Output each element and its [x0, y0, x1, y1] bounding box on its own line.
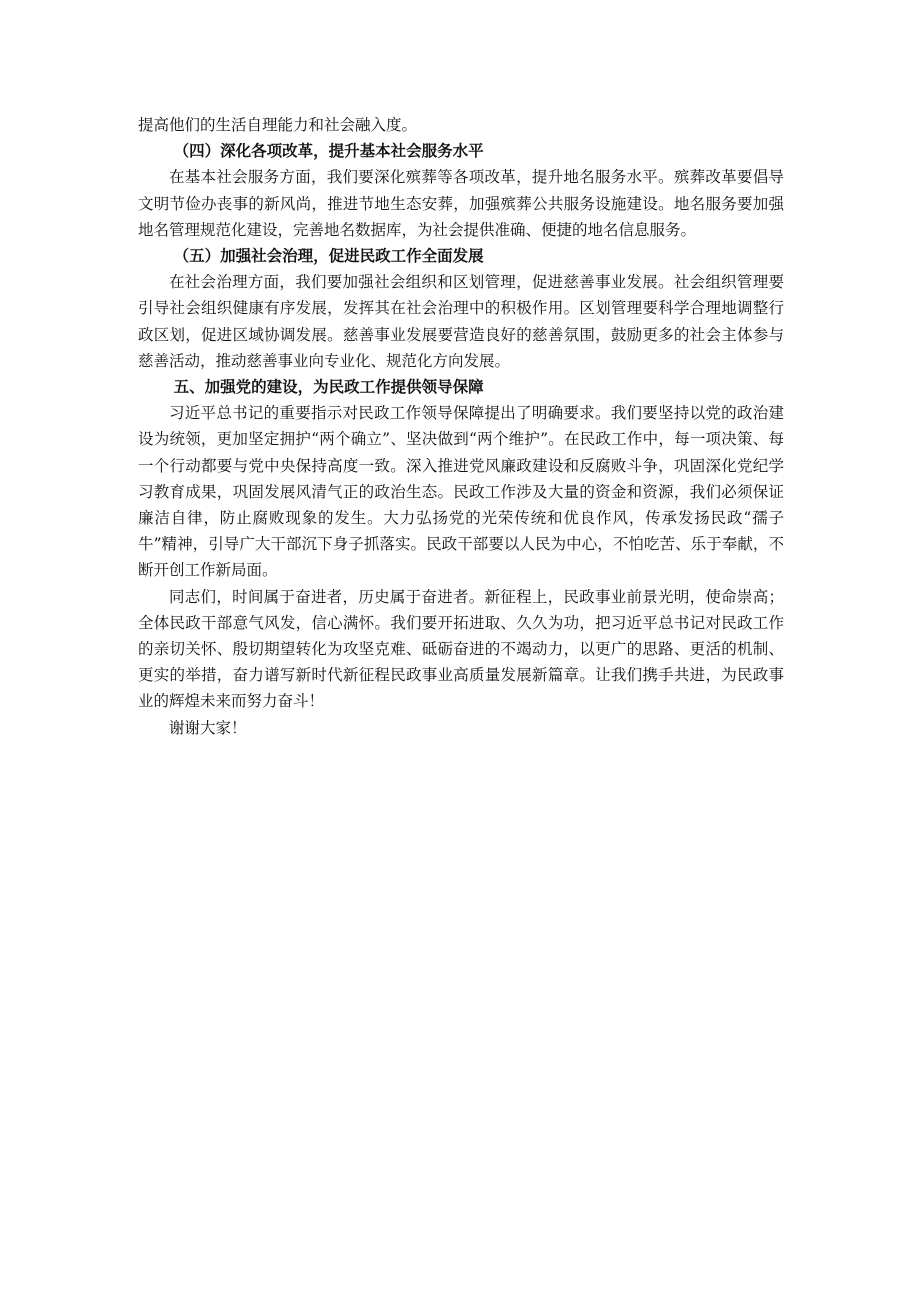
paragraph-basic-social-services: 在基本社会服务方面，我们要深化殡葬等各项改革，提升地名服务水平。殡葬改革要倡导文明节俭办丧事的新风尚，推进节地生态安葬，加强殡葬公共服务设施建设。地名服务要加强地名管理规范化建设，完善地名数据库，为社会提供准确、便捷的地名信息服务。 — [138, 168, 784, 239]
paragraph-thanks: 谢谢大家！ — [169, 718, 247, 737]
section-subheading-4: （四）深化各项改革，提升基本社会服务水平 — [173, 141, 484, 161]
continuation-text: 提高他们的生活自理能力和社会融入度。 — [138, 116, 418, 134]
paragraph-closing-remarks: 同志们，时间属于奋进者，历史属于奋进者。新征程上，民政事业前景光明，使命崇高；全体民政干部意气风发，信心满怀。我们要开拓进取、久久为功，把习近平总书记对民政工作的亲切关怀、殷切期望转化为攻坚克难、砥砺奋进的不竭动力，以更广的思路、更活的机制、更实的举措，奋力谱写新时代新征程民政事业高质量发展新篇章。让我们携手共进，为民政事业的辉煌未来而努力奋斗！ — [138, 587, 784, 711]
section-subheading-5: （五）加强社会治理，促进民政工作全面发展 — [173, 246, 484, 266]
document-body — [138, 112, 784, 741]
paragraph-party-building: 习近平总书记的重要指示对民政工作领导保障提出了明确要求。我们要坚持以党的政治建设为统领，更加坚定拥护“两个确立”、坚决做到“两个维护”。在民政工作中，每一项决策、每一个行动都要与党中央保持高度一致。深入推进党风廉政建设和反腐败斗争，巩固深化党纪学习教育成果，巩固发展风清气正的政治生态。民政工作涉及大量的资金和资源，我们必须保证廉洁自律，防止腐败现象的发生。大力弘扬党的光荣传统和优良作风，传承发扬民政“孺子牛”精神，引导广大干部沉下身子抓落实。民政干部要以人民为中心，不怕吃苦、乐于奉献，不断开创工作新局面。 — [138, 404, 784, 580]
paragraph-social-governance: 在社会治理方面，我们要加强社会组织和区划管理，促进慈善事业发展。社会组织管理要引导社会组织健康有序发展，发挥其在社会治理中的积极作用。区划管理要科学合理地调整行政区划，促进区域协调发展。慈善事业发展要营造良好的慈善氛围，鼓励更多的社会主体参与慈善活动，推动慈善事业向专业化、规范化方向发展。 — [138, 273, 784, 370]
section-heading-5: 五、加强党的建设，为民政工作提供领导保障 — [173, 377, 484, 397]
